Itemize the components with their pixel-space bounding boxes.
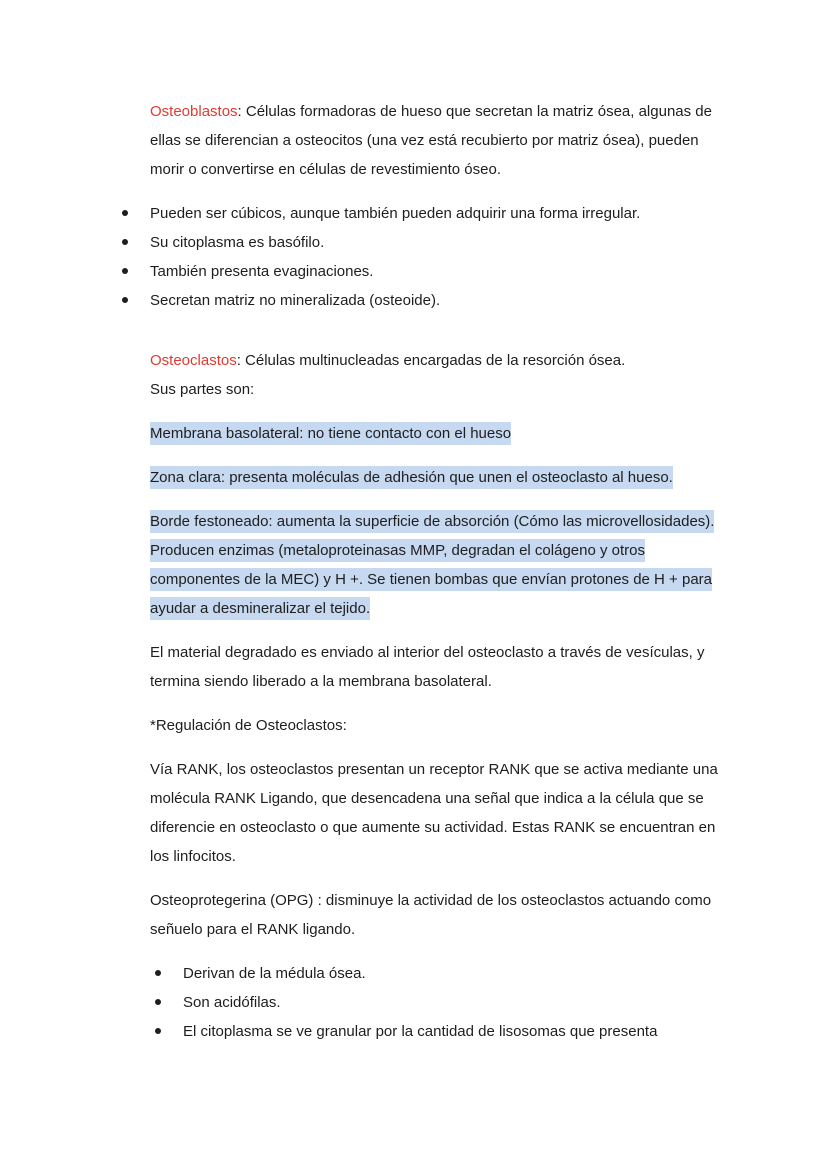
- bullet-icon: [122, 239, 128, 245]
- bullet-icon: [155, 970, 161, 976]
- highlight-zona-clara: [150, 463, 732, 492]
- bullet-icon: [122, 210, 128, 216]
- paragraph-via-rank: Vía RANK, los osteoclastos presentan un receptor RANK que se activa mediante una molécula RANK Ligando, que desencadena una señal que indica a la célula que se diferencie en osteoclasto o que aumente su actividad. Estas RANK se encuentran en los linfocitos.: [150, 761, 718, 865]
- list-item: [183, 1017, 732, 1046]
- list-item-text: Secretan matriz no mineralizada (osteoide).: [150, 292, 441, 309]
- highlighted-text: Membrana basolateral: no tiene contacto con el hueso: [150, 422, 511, 445]
- highlighted-text: Zona clara: presenta moléculas de adhesión que unen el osteoclasto al hueso.: [150, 466, 673, 489]
- paragraph-osteoblastos-text: : Células formadoras de hueso que secretan la matriz ósea, algunas de ellas se diferencian a osteocitos (una vez está recubierto por matriz ósea), pueden morir o convertirse en células de revestimiento óseo.: [150, 103, 712, 178]
- paragraph-regulacion-heading: *Regulación de Osteoclastos:: [150, 717, 347, 734]
- list-item-text: Derivan de la médula ósea.: [183, 965, 366, 982]
- paragraph-sus-partes: Sus partes son:: [150, 381, 255, 398]
- heading-term-osteoclastos: Osteoclastos: [150, 352, 237, 369]
- list-item-text: Pueden ser cúbicos, aunque también pueden adquirir una forma irregular.: [150, 205, 641, 222]
- bullet-list-osteoblastos: [150, 199, 732, 315]
- list-item: [150, 286, 732, 315]
- paragraph-osteoblastos: [150, 97, 732, 184]
- list-item: [150, 228, 732, 257]
- list-item-text: El citoplasma se ve granular por la cantidad de lisosomas que presenta: [183, 1023, 658, 1040]
- list-item-text: Son acidófilas.: [183, 994, 281, 1011]
- highlight-borde-festoneado: [150, 507, 732, 623]
- highlight-membrana: [150, 419, 732, 448]
- list-item: [150, 199, 732, 228]
- list-item: [150, 257, 732, 286]
- list-item-text: También presenta evaginaciones.: [150, 263, 374, 280]
- bullet-list-osteoclastos: [183, 959, 732, 1046]
- heading-term-osteoblastos: Osteoblastos: [150, 103, 238, 120]
- bullet-icon: [155, 999, 161, 1005]
- bullet-icon: [155, 1028, 161, 1034]
- paragraph-osteoclastos-text: : Células multinucleadas encargadas de la resorción ósea.: [236, 352, 626, 369]
- paragraph-osteoprotegerina: Osteoprotegerina (OPG) : disminuye la actividad de los osteoclastos actuando como señuelo para el RANK ligando.: [150, 892, 712, 938]
- highlighted-text: Borde festoneado: aumenta la superficie de absorción (Cómo las microvellosidades). Producen enzimas (metaloproteinasas MMP, degradan el colágeno y otros componentes de la MEC) y H +. Se tienen bombas que envían protones de H + para ayudar a desmineralizar el tejido.: [150, 510, 714, 620]
- bullet-icon: [122, 297, 128, 303]
- paragraph-material-degradado: El material degradado es enviado al interior del osteoclasto a través de vesículas, y termina siendo liberado a la membrana basolateral.: [150, 644, 705, 690]
- list-item-text: Su citoplasma es basófilo.: [150, 234, 325, 251]
- list-item: [183, 959, 732, 988]
- paragraph-osteoclastos: [150, 346, 732, 375]
- bullet-icon: [122, 268, 128, 274]
- list-item: [183, 988, 732, 1017]
- document-content: [150, 97, 732, 1046]
